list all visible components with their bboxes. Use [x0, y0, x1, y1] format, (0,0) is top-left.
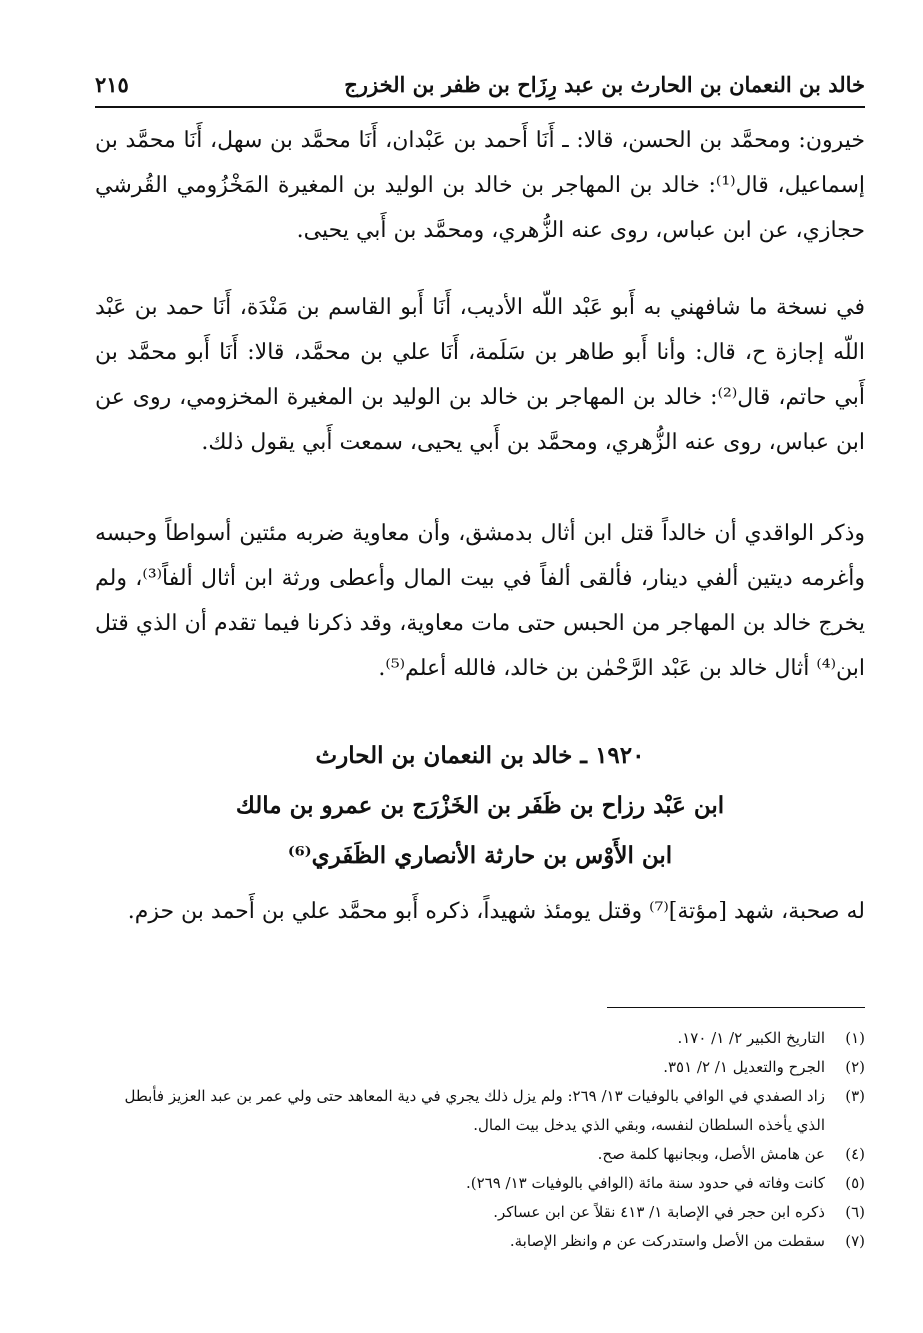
- entry-heading-line-2: ابن عَبْد رزاح بن ظَفَر بن الخَزْرَج بن عمرو بن مالك: [235, 792, 725, 819]
- entry-heading: [95, 731, 865, 881]
- footnote-item: [95, 1024, 865, 1053]
- footnote-item: [95, 1227, 865, 1256]
- footnotes-list: [95, 1024, 865, 1256]
- footnote-item: [95, 1082, 865, 1140]
- footnote-item: [95, 1169, 865, 1198]
- footnote-number: (٤): [845, 1145, 865, 1163]
- footnote-divider: [607, 1007, 865, 1008]
- paragraph-3: وذكر الواقدي أن خالداً قتل ابن أثال بدمشق، وأن معاوية ضربه مئتين أسواطاً وحبسه وأغرمه ديتين ألفي دينار، فألقى ألفاً في بيت المال وأعطى ورثة ابن أثال ألفاً⁽³⁾، ولم يخرج خالد بن المهاجر من الحبس حتى مات معاوية، وقد ذكرنا فيما تقدم أن الذي قتل ابن⁽⁴⁾ أثال خالد بن عَبْد الرَّحْمٰن بن خالد، فالله أعلم⁽⁵⁾.: [95, 521, 865, 681]
- footnote-item: [95, 1140, 865, 1169]
- footnote-text: زاد الصفدي في الوافي بالوفيات ١٣/ ٢٦٩: ولم يزل ذلك يجري في دية المعاهد حتى ولي عمر بن عبد العزيز فأبطل الذي يأخذه السلطان لنفسه، وبقي الذي يدخل بيت المال.: [124, 1087, 825, 1134]
- footnote-text: التاريخ الكبير ٢/ ١/ ١٧٠.: [677, 1029, 825, 1047]
- footnote-text: سقطت من الأصل واستدركت عن م وانظر الإصابة.: [509, 1232, 825, 1250]
- page-number: ٢١٥: [95, 71, 129, 97]
- running-title: خالد بن النعمان بن الحارث بن عبد رِزَاح بن ظفر بن الخزرج: [344, 71, 865, 97]
- entry-heading-line-3: ابن الأَوْس بن حارثة الأنصاري الظَفَري⁽⁶⁾: [287, 842, 673, 869]
- page-header: [95, 62, 865, 108]
- footnote-item: [95, 1053, 865, 1082]
- footnote-number: (٣): [845, 1087, 865, 1105]
- footnote-item: [95, 1198, 865, 1227]
- footnote-number: (٢): [845, 1058, 865, 1076]
- entry-body: له صحبة، شهد [مؤتة]⁽⁷⁾ وقتل يومئذ شهيداً، ذكره أَبو محمَّد علي بن أَحمد بن حزم.: [127, 899, 865, 924]
- paragraph-2: في نسخة ما شافهني به أَبو عَبْد اللّه الأديب، أَنَا أَبو القاسم بن مَنْدَة، أَنَا حمد بن عَبْد اللّه إجازة ح، قال: وأنا أَبو طاهر بن سَلَمة، أَنَا علي بن محمَّد، قالا: أَنَا أَبو محمَّد بن أَبي حاتم، قال⁽²⁾: خالد بن المهاجر بن خالد بن الوليد بن المغيرة المخزومي، روى عن ابن عباس، روى عنه الزُّهري، ومحمَّد بن أَبي يحيى، سمعت أَبي يقول ذلك.: [95, 295, 865, 455]
- footnote-number: (٥): [845, 1174, 865, 1192]
- footnote-text: الجرح والتعديل ١/ ٢/ ٣٥١.: [663, 1058, 825, 1076]
- footnote-text: ذكره ابن حجر في الإصابة ١/ ٤١٣ نقلاً عن ابن عساكر.: [493, 1203, 825, 1221]
- footnote-text: كانت وفاته في حدود سنة مائة (الوافي بالوفيات ١٣/ ٢٦٩).: [465, 1174, 825, 1192]
- footnote-number: (٧): [845, 1232, 865, 1250]
- footnote-text: عن هامش الأصل، وبجانبها كلمة صح.: [597, 1145, 825, 1163]
- main-text: [95, 118, 865, 934]
- paragraph-1: خيرون: ومحمَّد بن الحسن، قالا: ـ أَنَا أَحمد بن عَبْدان، أَنَا محمَّد بن سهل، أَنَا محمَّد بن إسماعيل، قال⁽¹⁾: خالد بن المهاجر بن خالد بن الوليد بن المغيرة المَخْزُومي القُرشي حجازي، عن ابن عباس، روى عنه الزُّهري، ومحمَّد بن أَبي يحيى.: [95, 128, 865, 243]
- footnote-number: (١): [845, 1029, 865, 1047]
- entry-heading-line-1: ١٩٢٠ ـ خالد بن النعمان بن الحارث: [315, 742, 645, 769]
- footnote-number: (٦): [845, 1203, 865, 1221]
